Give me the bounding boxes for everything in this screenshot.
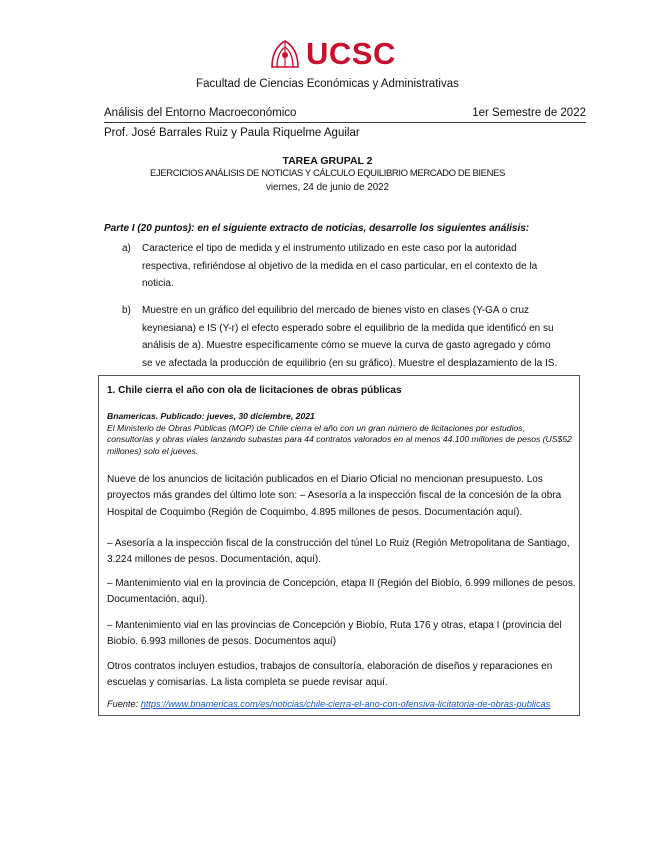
news-paragraph: Otros contratos incluyen estudios, trabajos de consultoría, elaboración de diseños y reparaciones en escuelas y comisarías. La lista completa se puede revisar aquí. [107, 661, 553, 689]
task-title: TAREA GRUPAL 2 [282, 155, 373, 167]
question-b [122, 302, 562, 372]
news-paragraph: Nueve de los anuncios de licitación publicados en el Diario Oficial no mencionan presupuesto. Los proyectos más grandes del último lote son: – Asesoría a la inspección fiscal de la concesión de la obra Hospital de Coquimbo (Región de Coquimbo, 4.895 millones de pesos. Documentación aquí). [107, 474, 562, 518]
question-text: Muestre en un gráfico del equilibrio del mercado de bienes visto en clases (Y-GA o cruz keynesiana) e IS (Y-r) el efecto esperado sobre el equilibrio de la medida que identificó en su análisis de a). Muestre específicamente cómo se mueve la curva de gasto agregado y cómo se ve afectada la producción de equilibrio (en su gráfico). Muestre el desplazamiento de la IS. [142, 305, 558, 369]
news-box [98, 375, 580, 716]
header-divider [104, 122, 586, 123]
professors: Prof. José Barrales Ruiz y Paula Riquelme Aguilar [104, 127, 360, 139]
question-text: Caracterice el tipo de medida y el instrumento utilizado en este caso por la autoridad respectiva, refiriéndose al objetivo de la medida en el caso particular, en el contexto de la noticia. [142, 243, 538, 290]
part-heading: Parte I (20 puntos): en el siguiente extracto de noticias, desarrolle los siguientes análisis: [104, 223, 530, 234]
news-paragraph: – Mantenimiento vial en las provincias de Concepción y Biobío, Ruta 176 y otras, etapa I (provincia del Biobío. 6.993 millones de pesos. Documentos aquí) [107, 620, 562, 648]
course-name: Análisis del Entorno Macroeconómico [104, 107, 297, 119]
task-date: viernes, 24 de junio de 2022 [265, 182, 390, 193]
news-heading: 1. Chile cierra el año con ola de licitaciones de obras públicas [107, 385, 402, 396]
university-logo [268, 36, 396, 72]
fuente-link[interactable]: https://www.bnamericas.com/es/noticias/chile-cierra-el-ano-con-ofensiva-licitatoria-de-obras-publicas [140, 699, 551, 709]
question-letter: b) [122, 305, 131, 316]
task-subtitle: EJERCICIOS ANÁLISIS DE NOTICIAS Y CÁLCULO EQUILIBRIO MERCADO DE BIENES [150, 168, 505, 179]
faculty-name: Facultad de Ciencias Económicas y Administrativas [196, 78, 459, 90]
semester: 1er Semestre de 2022 [472, 107, 586, 119]
news-fuente [107, 698, 577, 710]
news-lead: El Ministerio de Obras Públicas (MOP) de Chile cierra el año con un gran número de licitaciones por estudios, consultorías y obras viales lanzando subastas para 44 contratos valorados en al menos 44.100 millones de pesos (US$52 millones) solo el jueves. [107, 422, 572, 456]
fuente-label: Fuente: [107, 699, 141, 709]
logo-text: UCSC [306, 36, 396, 71]
news-source [107, 411, 573, 457]
question-a [122, 240, 562, 293]
news-paragraph: – Asesoría a la inspección fiscal de la construcción del túnel Lo Ruiz (Región Metropolitana de Santiago, 3.224 millones de pesos. Documentación, aquí). [107, 538, 570, 566]
question-letter: a) [122, 243, 131, 254]
university-crest-icon [268, 37, 302, 71]
news-source-label: Bnamericas. Publicado: jueves, 30 diciembre, 2021 [107, 411, 315, 421]
news-paragraph: – Mantenimiento vial en la provincia de Concepción, etapa II (Región del Biobío, 6.999 millones de pesos. Documentación, aquí). [107, 578, 576, 606]
